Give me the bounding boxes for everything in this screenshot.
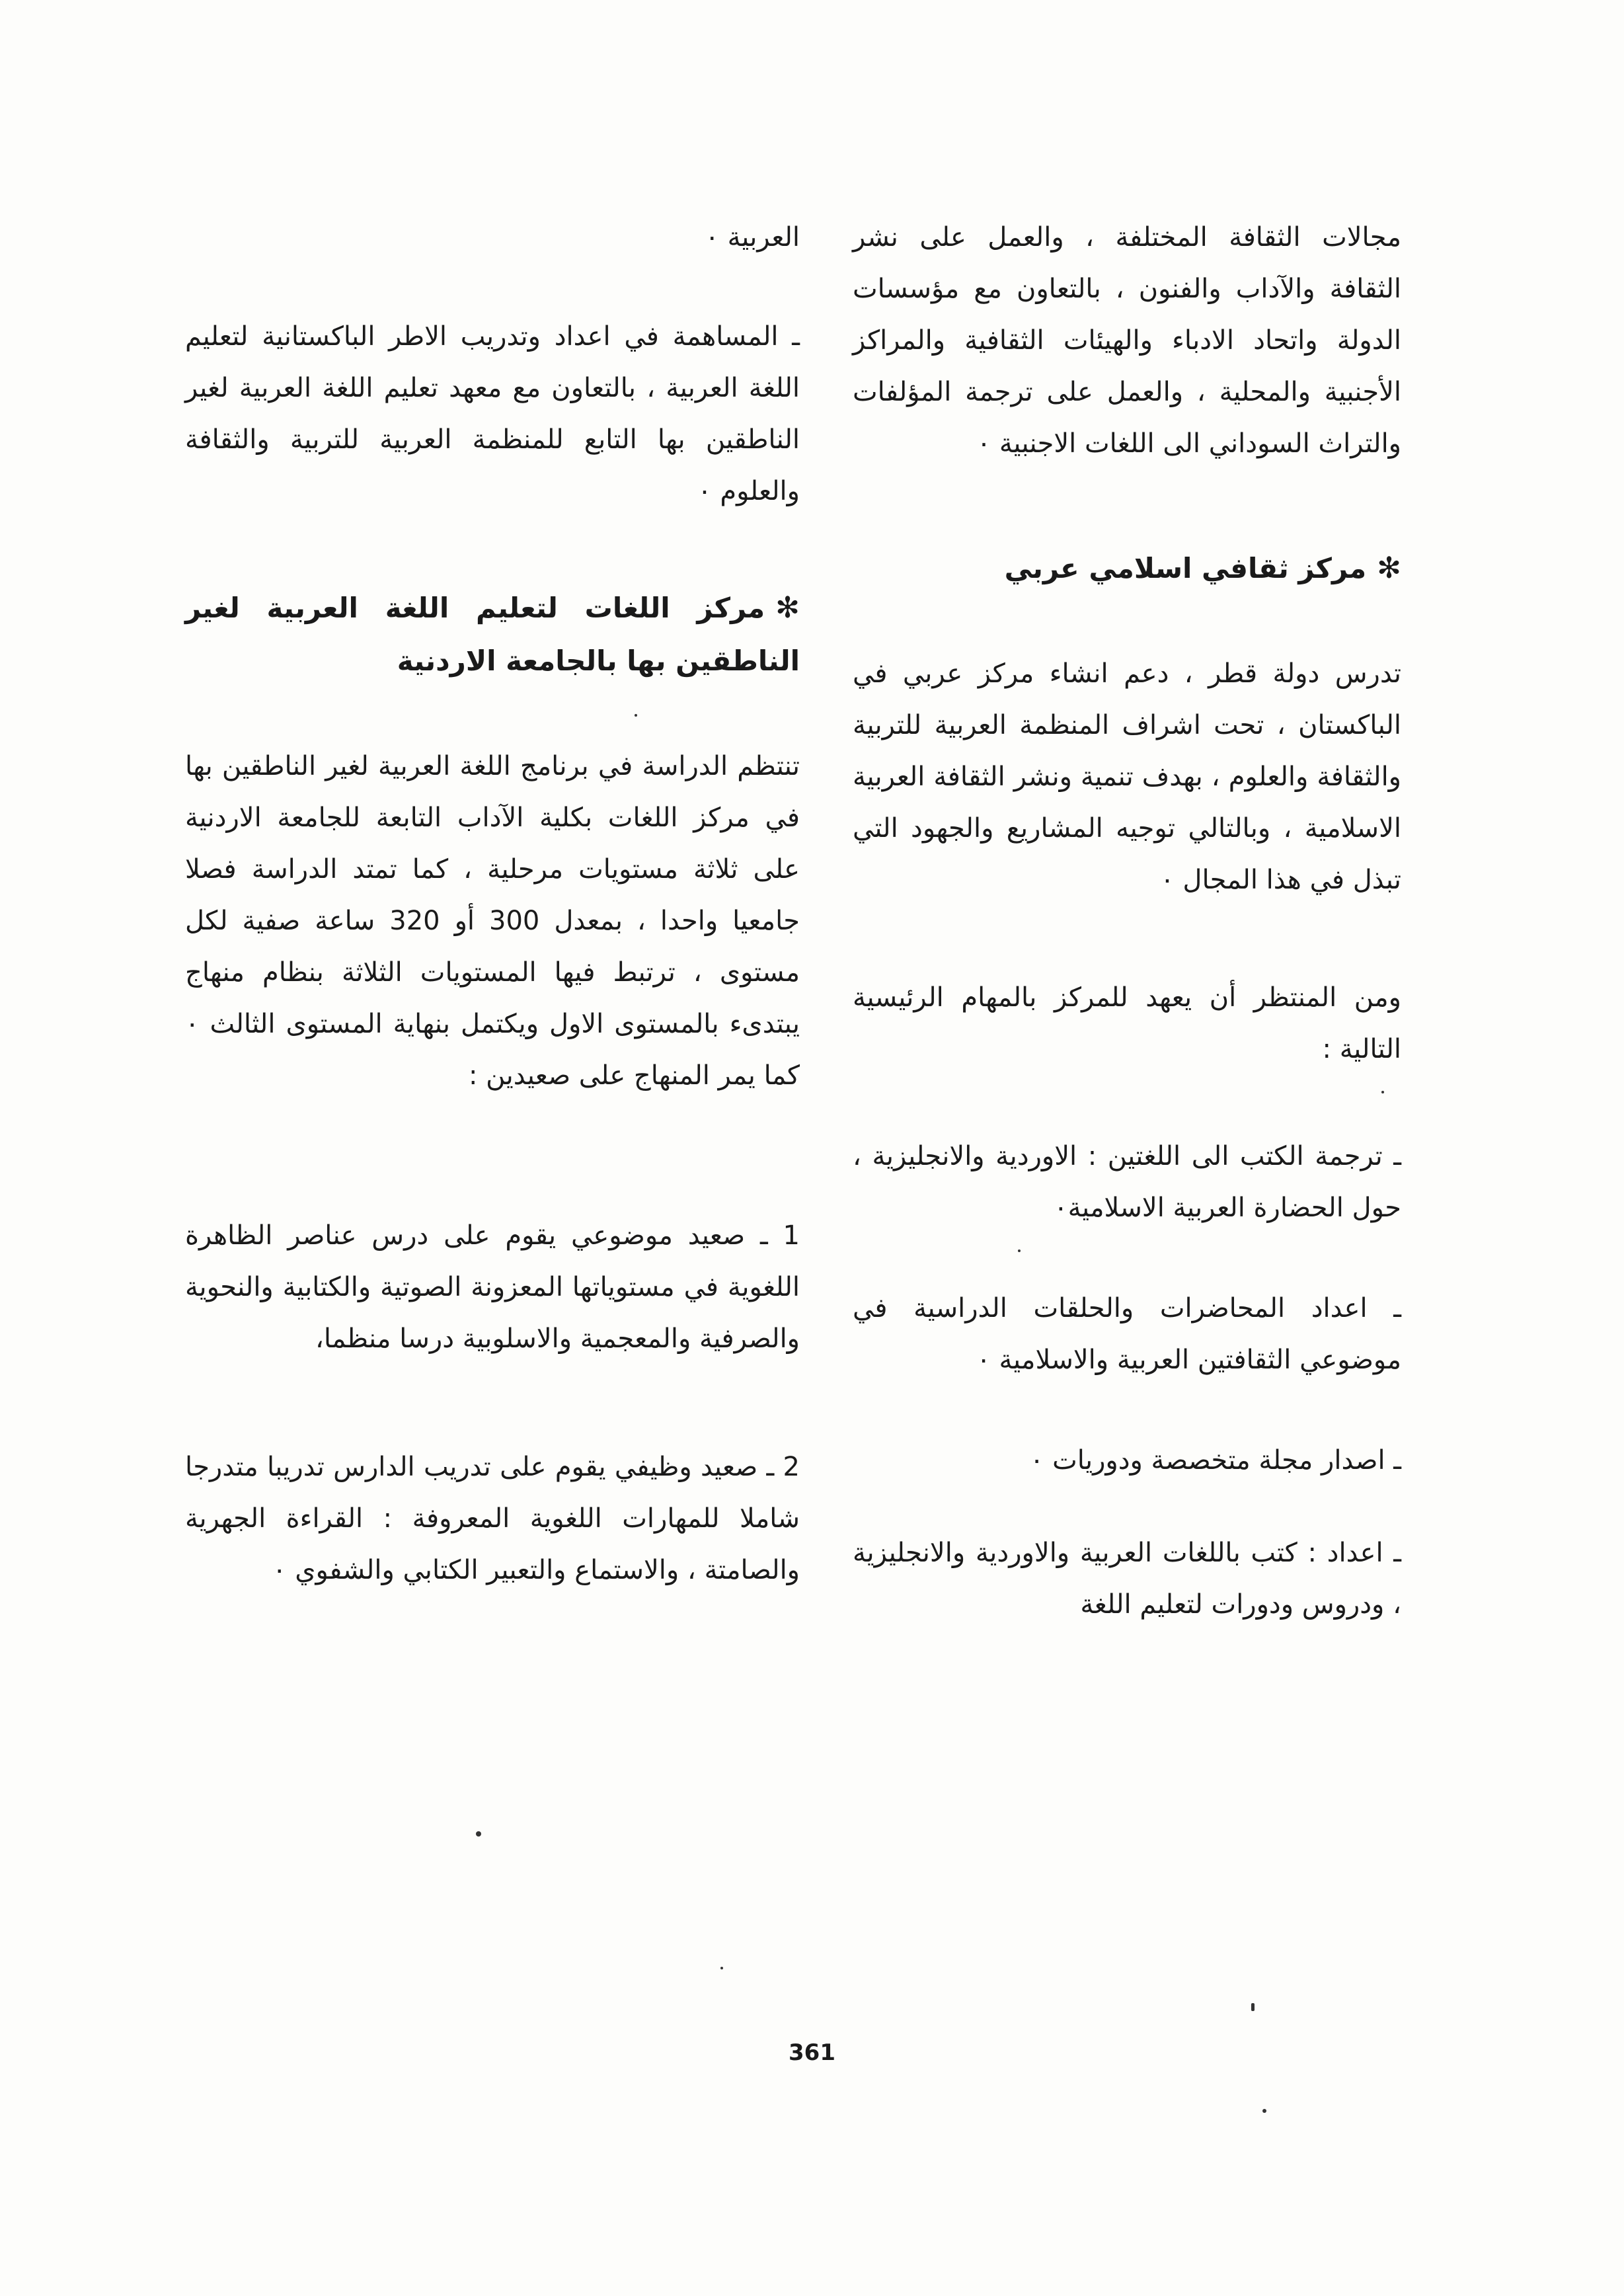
left-paragraph-2: ـ المساهمة في اعداد وتدريب الاطر الباكستانية لتعليم اللغة العربية ، بالتعاون مع معهد تعليم اللغة العربية لغير الناطقين بها التابع للمنظمة العربية للتربية والثقافة والعلوم ٠: [185, 321, 800, 506]
scan-speck: [1381, 1091, 1384, 1093]
left-paragraph-3: تنتظم الدراسة في برنامج اللغة العربية لغير الناطقين بها في مركز اللغات بكلية الآداب التابعة للجامعة الاردنية على ثلاثة مستويات مرحلية ، كما تمتد الدراسة فصلا جامعيا واحدا ، بمعدل 300 أو 320 ساعة صفية لكل مستوى ، ترتبط فيها المستويات الثلاثة بنظام منهاج يبتدىء بالمستوى الاول ويكتمل بنهاية المستوى الثالث ٠ كما يمر المنهاج على صعيدين :: [185, 751, 800, 1091]
scan-speck: [1018, 1249, 1021, 1252]
left-heading-1-text: مركز اللغات لتعليم اللغة العربية لغير الناطقين بها بالجامعة الاردنية: [185, 592, 800, 677]
right-list-item-4: ـ اعداد : كتب باللغات العربية والاوردية والانجليزية ، ودروس ودورات لتعليم اللغة: [853, 1538, 1401, 1620]
left-list-item-1: 1 ـ صعيد موضوعي يقوم على درس عناصر الظاهرة اللغوية في مستوياتها المعزونة الصوتية والكتابية والنحوية والصرفية والمعجمية والاسلوبية درسا منظما،: [185, 1220, 800, 1354]
right-list-item-3: ـ اصدار مجلة متخصصة ودوريات ٠: [1029, 1445, 1401, 1476]
scan-speck: [476, 1831, 481, 1837]
right-list-item-2: ـ اعداد المحاضرات والحلقات الدراسية في موضوعي الثقافتين العربية والاسلامية ٠: [853, 1293, 1401, 1375]
asterisk-icon: ✻: [775, 591, 800, 625]
right-paragraph-2: تدرس دولة قطر ، دعم انشاء مركز عربي في الباكستان ، تحت اشراف المنظمة العربية للتربية والثقافة والعلوم ، بهدف تنمية ونشر الثقافة العربية الاسلامية ، وبالتالي توجيه المشاريع والجهود التي تبذل في هذا المجال ٠: [853, 658, 1401, 895]
scan-speck: [1262, 2109, 1266, 2113]
scan-speck: [635, 714, 637, 717]
page-number: 361: [789, 2039, 835, 2066]
right-heading-1-text: مركز ثقافي اسلامي عربي: [1004, 552, 1367, 584]
right-heading-1: [853, 542, 1401, 595]
scan-speck: [720, 1967, 723, 1969]
left-list-item-2: 2 ـ صعيد وظيفي يقوم على تدريب الدارس تدريبا متدرجا شاملا للمهارات اللغوية المعروفة : القراءة الجهرية والصامتة ، والاستماع والتعبير الكتابي والشفوي ٠: [185, 1452, 800, 1585]
left-paragraph-1: العربية ٠: [705, 222, 800, 253]
scan-speck: [1251, 2003, 1255, 2011]
left-heading-1: [185, 582, 800, 688]
right-list-item-1: ـ ترجمة الكتب الى اللغتين : الاوردية والانجليزية ، حول الحضارة العربية الاسلامية٠: [853, 1141, 1401, 1223]
right-paragraph-3: ومن المنتظر أن يعهد للمركز بالمهام الرئيسية التالية :: [853, 982, 1401, 1064]
right-paragraph-1: مجالات الثقافة المختلفة ، والعمل على نشر الثقافة والآداب والفنون ، بالتعاون مع مؤسسات الدولة واتحاد الادباء والهيئات الثقافية والمراكز الأجنبية والمحلية ، والعمل على ترجمة المؤلفات والتراث السوداني الى اللغات الاجنبية ٠: [853, 222, 1401, 459]
asterisk-icon: ✻: [1377, 551, 1401, 585]
